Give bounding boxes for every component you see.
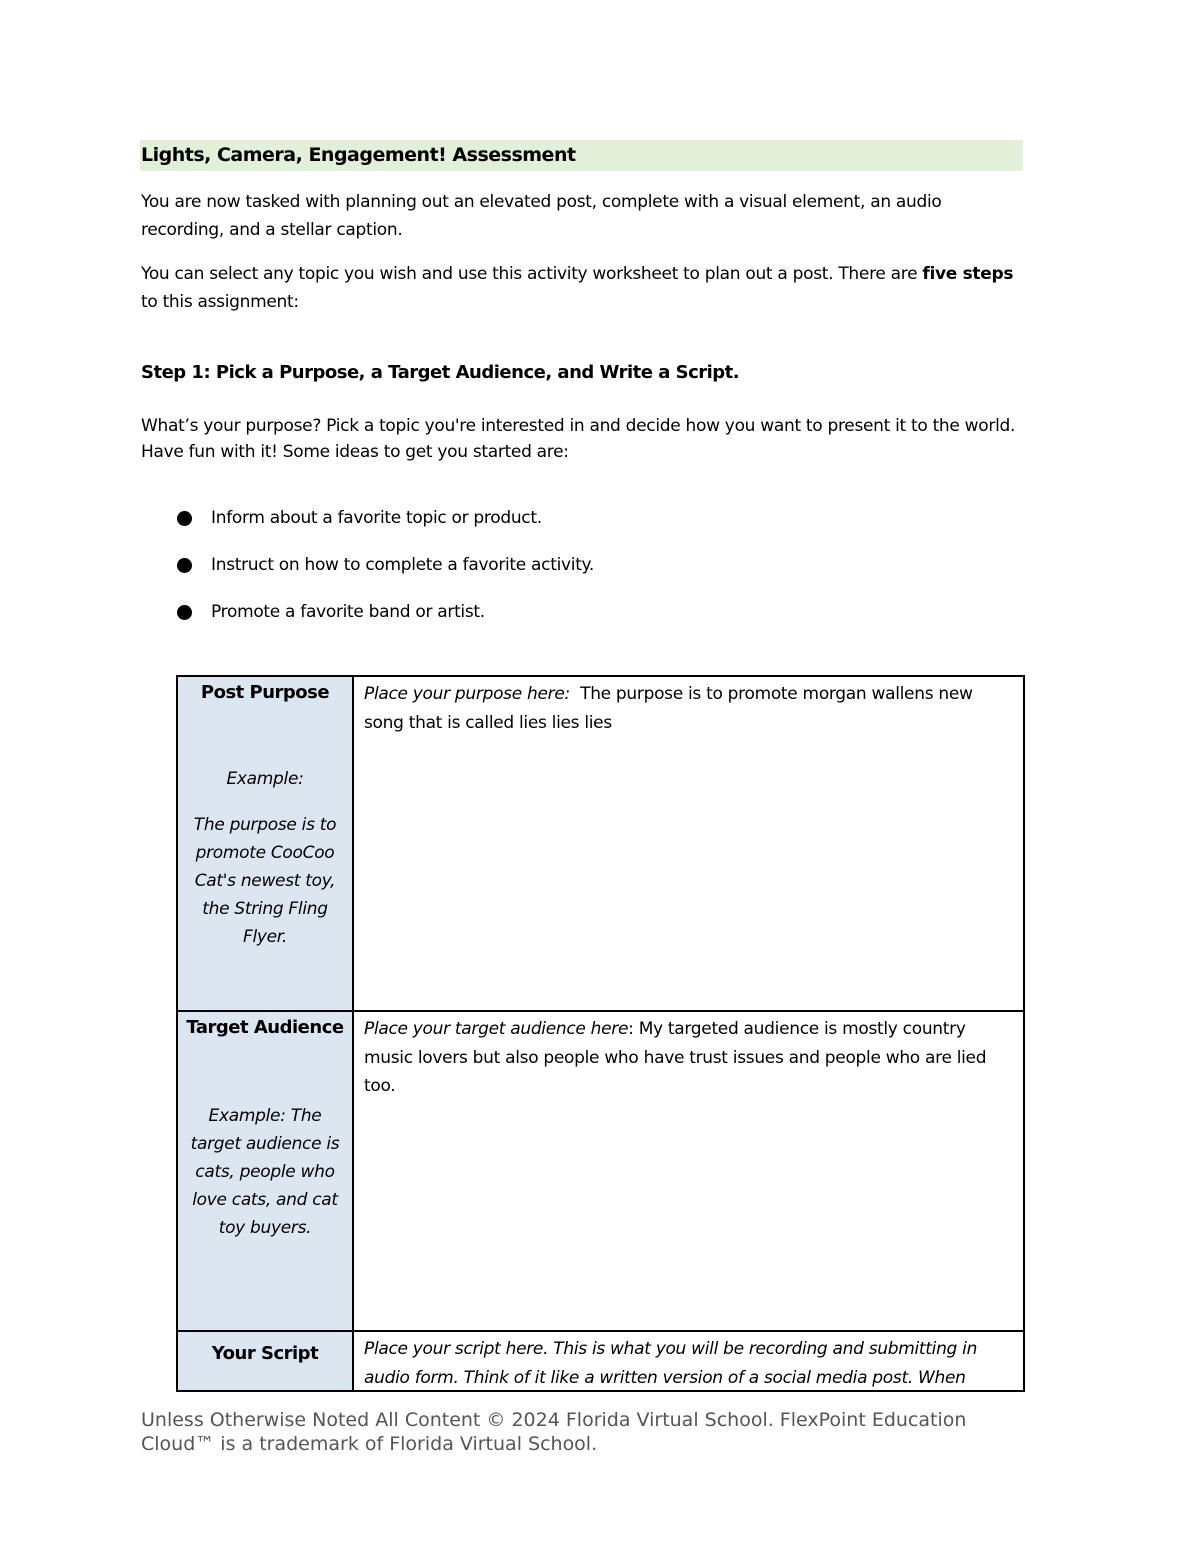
purpose-paragraph: What’s your purpose? Pick a topic you're interested in and decide how you want to present it to the world. Have fun with it! Some ideas to get you started are: [141,416,1016,462]
list-item [177,598,594,645]
step1-heading: Step 1: Pick a Purpose, a Target Audience, and Write a Script. [141,362,740,383]
table-row-post-purpose [177,676,1024,1011]
your-script-label-cell [177,1331,353,1391]
steps-paragraph-start: You can select any topic you wish and use this activity worksheet to plan out a post. There are [141,264,923,284]
table-row-your-script [177,1331,1024,1391]
list-item-text: Promote a favorite band or artist. [211,602,485,622]
post-purpose-prompt: Place your purpose here: [364,684,570,704]
post-purpose-answer[interactable] [354,677,1023,737]
your-script-prompt: Place your script here. This is what you will be recording and submitting in audio form. Think of it like a written version of a social media post. When [364,1339,978,1388]
post-purpose-example-label: Example: [226,769,304,789]
steps-paragraph [141,260,1021,316]
intro-paragraph: You are now tasked with planning out an elevated post, complete with a visual element, an audio recording, and a stellar caption. [141,192,942,240]
target-audience-prompt: Place your target audience here [364,1019,629,1039]
ideas-list [177,504,594,645]
target-audience-example-text: Example: The target audience is cats, people who love cats, and cat toy buyers. [190,1106,340,1238]
copyright-footer: Unless Otherwise Noted All Content © 2024 Florida Virtual School. FlexPoint Education Cloud™ is a trademark of Florida Virtual School. [141,1409,967,1455]
list-item-text: Instruct on how to complete a favorite activity. [211,555,595,575]
post-purpose-example-text: The purpose is to promote CooCoo Cat's newest toy, the String Fling Flyer. [193,815,337,947]
your-script-answer[interactable] [354,1332,1023,1389]
target-audience-answer[interactable] [354,1012,1023,1101]
table-row-target-audience [177,1011,1024,1331]
bullet-icon [177,558,192,573]
post-purpose-label: Post Purpose [200,682,330,703]
post-purpose-answer-cell[interactable] [353,676,1024,1011]
list-item [177,551,594,598]
steps-paragraph-end: to this assignment: [141,292,299,312]
target-audience-label-cell [177,1011,353,1331]
list-item-text: Inform about a favorite topic or product. [211,508,542,528]
post-purpose-label-cell [177,676,353,1011]
worksheet-table [176,675,1025,1392]
post-purpose-answer-text: The purpose is to promote morgan wallens new song that is called lies lies lies [364,684,978,733]
target-audience-answer-text: : My targeted audience is mostly country music lovers but also people who have trust issues and people who are lied too. [364,1019,987,1096]
bullet-icon [177,605,192,620]
page-title: Lights, Camera, Engagement! Assessment [141,144,576,166]
target-audience-label: Target Audience [186,1017,344,1038]
your-script-label: Your Script [211,1343,319,1364]
steps-paragraph-bold: five steps [922,264,1014,284]
list-item [177,504,594,551]
bullet-icon [177,511,192,526]
target-audience-answer-cell[interactable] [353,1011,1024,1331]
your-script-answer-cell[interactable] [353,1331,1024,1391]
